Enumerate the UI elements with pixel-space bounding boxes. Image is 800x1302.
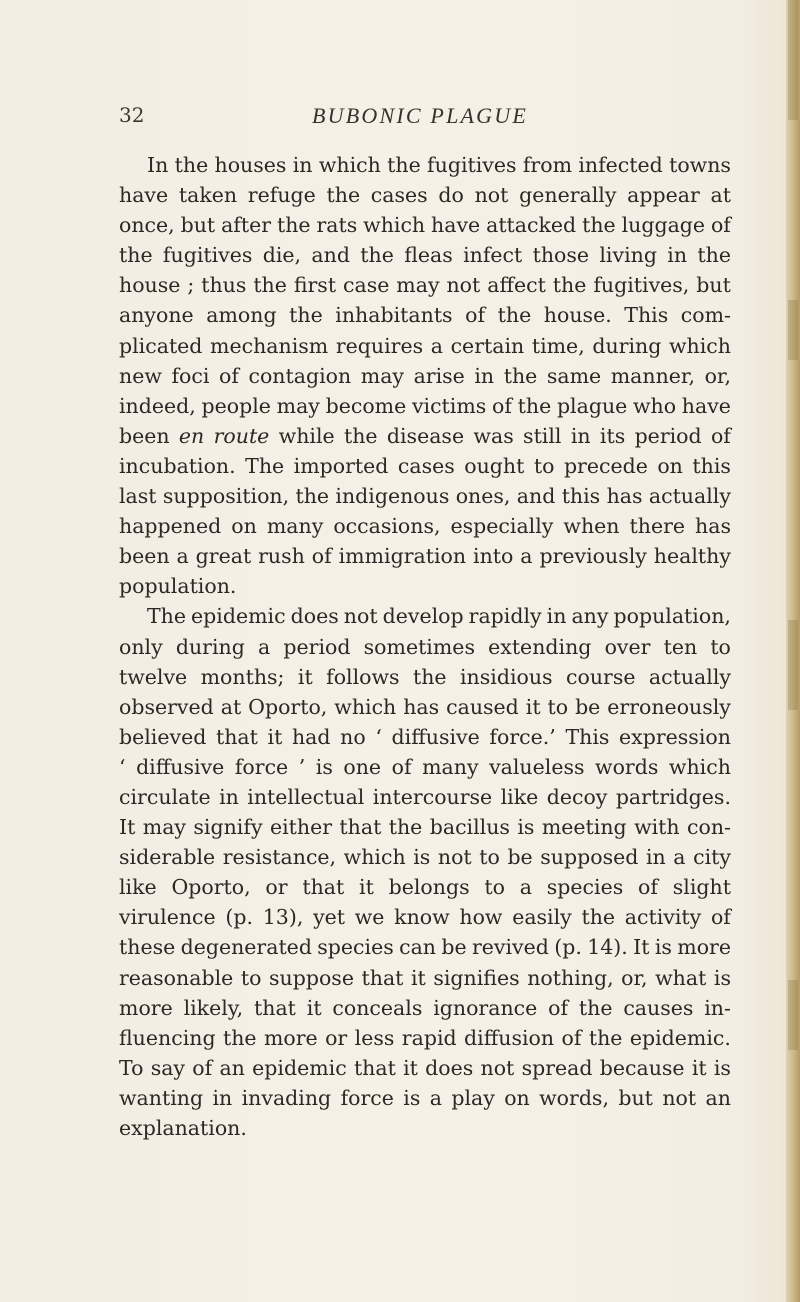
text-line: once, but after the rats which have attacked the luggage of	[119, 213, 731, 238]
text-line: In the houses in which the fugitives from infected towns	[147, 153, 731, 177]
text-line: the fugitives die, and the fleas infect those living in the	[119, 243, 731, 268]
running-head: BUBONIC PLAGUE	[312, 103, 528, 128]
text-line: ‘ diffusive force ’ is one of many valueless words which	[119, 754, 731, 779]
text-line: been en route while the disease was still in its period of	[119, 423, 731, 448]
text-line: anyone among the inhabitants of the house. This com-	[119, 303, 731, 328]
text-line: house ; thus the first case may not affect the fugitives, but	[119, 273, 731, 298]
text-line: It may signify either that the bacillus is meeting with con-	[119, 815, 731, 840]
text-line: virulence (p. 13), yet we know how easily the activity of	[119, 905, 731, 930]
text-line: new foci of contagion may arise in the same manner, or,	[119, 363, 731, 388]
page-edge-shadow	[786, 0, 800, 1302]
text-line: reasonable to suppose that it signifies nothing, or, what is	[119, 965, 731, 990]
body-text	[119, 150, 731, 1143]
text-line: twelve months; it follows the insidious course actually	[119, 664, 731, 689]
text-line: these degenerated species can be revived (p. 14). It is more	[119, 935, 731, 960]
text-line: observed at Oporto, which has caused it to be erroneously	[119, 694, 731, 719]
text-line: have taken refuge the cases do not generally appear at	[119, 183, 731, 208]
text-line: only during a period sometimes extending over ten to	[119, 634, 731, 659]
text-line: been a great rush of immigration into a previously healthy	[119, 544, 731, 569]
text-line: fluencing the more or less rapid diffusion of the epidemic.	[119, 1025, 731, 1050]
text-line: plicated mechanism requires a certain time, during which	[119, 333, 731, 358]
text-line: wanting in invading force is a play on words, but not an	[119, 1085, 731, 1110]
text-line: like Oporto, or that it belongs to a species of slight	[119, 875, 731, 900]
text-line: more likely, that it conceals ignorance of the causes in-	[119, 995, 731, 1020]
text-line: The epidemic does not develop rapidly in any population,	[147, 604, 731, 629]
text-line: last supposition, the indigenous ones, and this has actually	[119, 484, 731, 509]
page-header	[0, 103, 800, 133]
text-line: happened on many occasions, especially when there has	[119, 514, 731, 539]
text-line: believed that it had no ‘ diffusive force.’ This expression	[119, 724, 731, 749]
text-line: incubation. The imported cases ought to precede on this	[119, 453, 731, 478]
text-line: circulate in intellectual intercourse like decoy partridges.	[119, 784, 731, 809]
text-line: population.	[119, 574, 237, 599]
text-line: To say of an epidemic that it does not spread because it is	[119, 1055, 731, 1080]
text-line: siderable resistance, which is not to be supposed in a city	[119, 845, 731, 870]
text-line: indeed, people may become victims of the plague who have	[119, 393, 731, 418]
text-line: explanation.	[119, 1116, 247, 1140]
page-number: 32	[119, 103, 145, 127]
